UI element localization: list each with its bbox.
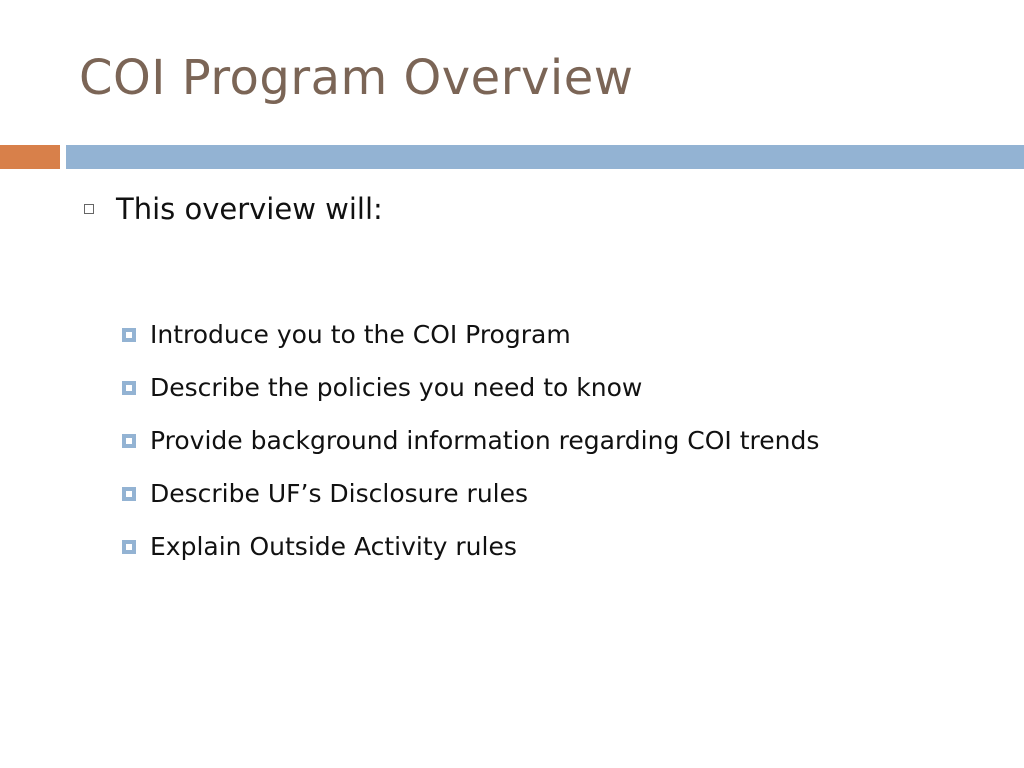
sub-bullet-item — [122, 308, 819, 361]
filled-square-bullet-icon — [122, 434, 136, 448]
sub-bullet-item — [122, 467, 819, 520]
hollow-square-icon — [84, 204, 94, 214]
sub-bullet-text: Describe the policies you need to know — [150, 372, 643, 402]
filled-square-bullet-icon — [122, 381, 136, 395]
filled-square-bullet-icon — [122, 540, 136, 554]
sub-bullet-item — [122, 414, 819, 467]
sub-bullet-text: Describe UF’s Disclosure rules — [150, 478, 529, 508]
sub-bullet-text: Provide background information regarding COI trends — [150, 425, 820, 455]
title-rule-accent — [0, 145, 60, 169]
title-rule-bar — [66, 145, 1024, 169]
slide-title: COI Program Overview — [79, 50, 634, 106]
filled-square-bullet-icon — [122, 487, 136, 501]
sub-bullet-text: Introduce you to the COI Program — [150, 319, 571, 349]
sub-bullet-item — [122, 361, 819, 414]
main-bullet — [84, 192, 383, 227]
main-bullet-text: This overview will: — [116, 192, 383, 226]
sub-bullet-item — [122, 520, 819, 573]
sub-bullet-text: Explain Outside Activity rules — [150, 531, 517, 561]
sub-bullet-list — [122, 308, 819, 573]
filled-square-bullet-icon — [122, 328, 136, 342]
